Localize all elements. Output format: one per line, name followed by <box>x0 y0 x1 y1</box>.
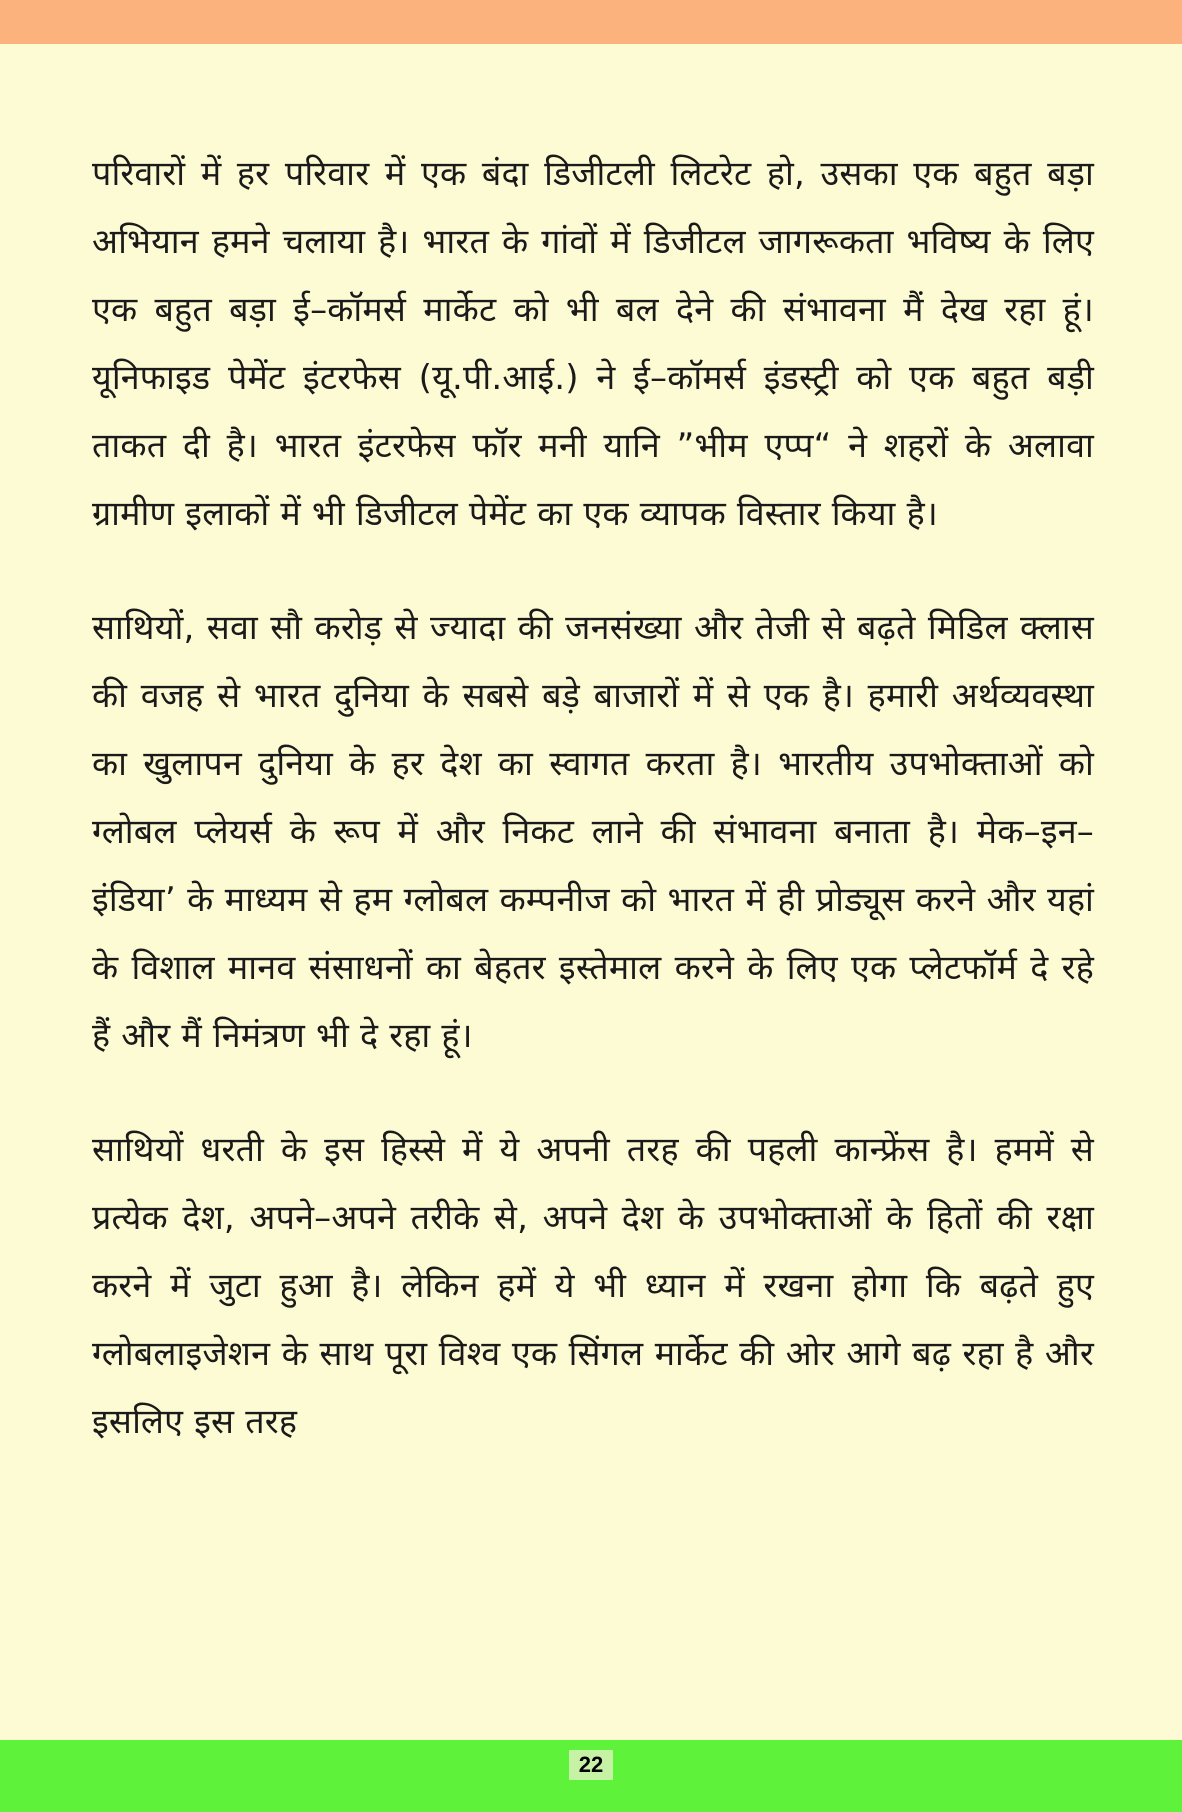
paragraph-2: साथियों, सवा सौ करोड़ से ज्यादा की जनसंख्या और तेजी से बढ़ते मिडिल क्लास की वजह से भारत दुनिया के सबसे बड़े बाजारों में से एक है। हमारी अर्थव्यवस्था का खुलापन दुनिया के हर देश का स्वागत करता है। भारतीय उपभोक्ताओं को ग्लोबल प्लेयर्स के रूप में और निकट लाने की संभावना बनाता है। मेक–इन–इंडिया’ के माध्यम से हम ग्लोबल कम्पनीज को भारत में ही प्रोड्यूस करने और यहां के विशाल मानव संसाधनों का बेहतर इस्तेमाल करने के लिए एक प्लेटफॉर्म दे रहे हैं और मैं निमंत्रण भी दे रहा हूं। <box>92 608 1094 1056</box>
paragraph-1: परिवारों में हर परिवार में एक बंदा डिजीटली लिटरेट हो, उसका एक बहुत बड़ा अभियान हमने चलाया है। भारत के गांवों में डिजीटल जागरूकता भविष्य के लिए एक बहुत बड़ा ई–कॉमर्स मार्केट को भी बल देने की संभावना मैं देख रहा हूं। यूनिफाइड पेमेंट इंटरफेस (यू.पी.आई.) ने ई–कॉमर्स इंडस्ट्री को एक बहुत बड़ी ताकत दी है। भारत इंटरफेस फॉर मनी यानि ”भीम एप्प“ ने शहरों के अलावा ग्रामीण इलाकों में भी डिजीटल पेमेंट का एक व्यापक विस्तार किया है। <box>92 154 1094 534</box>
paragraph-3: साथियों धरती के इस हिस्से में ये अपनी तरह की पहली कान्फ्रेंस है। हममें से प्रत्येक देश, अपने–अपने तरीके से, अपने देश के उपभोक्ताओं के हितों की रक्षा करने में जुटा हुआ है। लेकिन हमें ये भी ध्यान में रखना होगा कि बढ़ते हुए ग्लोबलाइजेशन के साथ पूरा विश्व एक सिंगल मार्केट की ओर आगे बढ़ रहा है और इसलिए इस तरह <box>92 1130 1094 1442</box>
top-color-band <box>0 0 1182 44</box>
page-number: 22 <box>569 1750 613 1780</box>
page-body <box>92 140 1094 1456</box>
